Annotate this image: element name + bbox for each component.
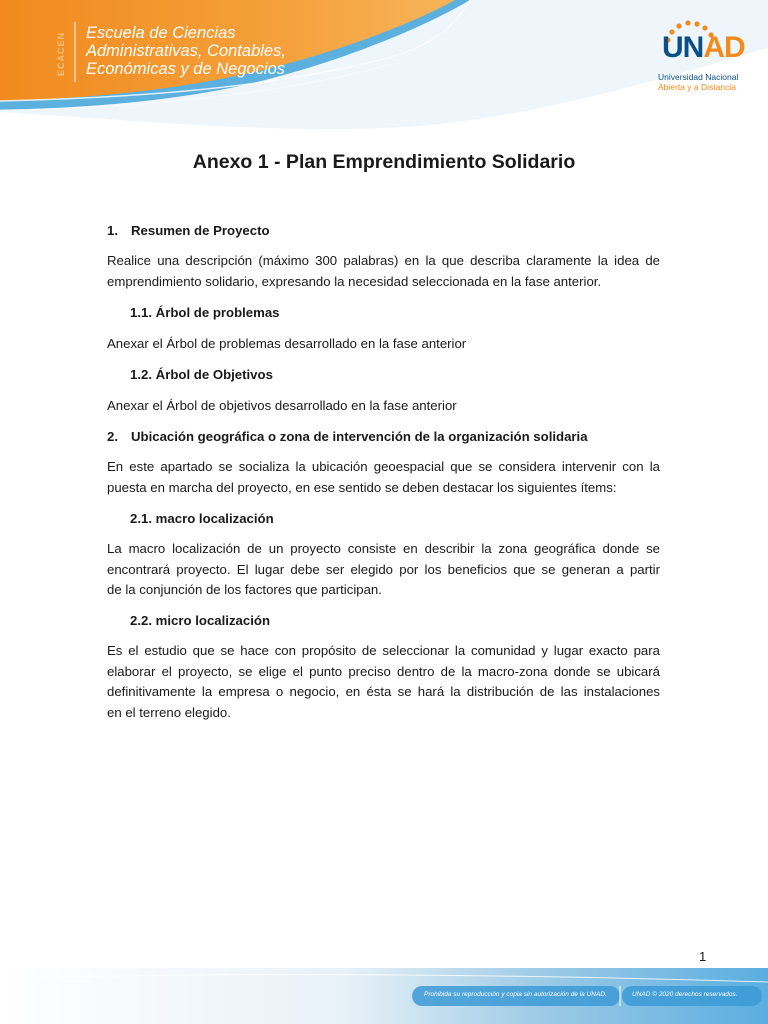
- page-number: 1: [699, 949, 707, 964]
- subsection-heading: [130, 511, 274, 526]
- logo-letter-n: N: [682, 31, 704, 64]
- paragraph-line: encontrará proyecto. El lugar debe ser elegido por los beneficios que se generan a partir: [107, 561, 660, 577]
- paragraph-line: emprendimiento solidario, expresando la necesidad seleccionada en la fase anterior.: [107, 273, 602, 289]
- section-number: 1.: [107, 223, 118, 238]
- footer-rights: UNAD © 2020 derechos reservados.: [632, 991, 738, 998]
- document-title: Anexo 1 - Plan Emprendimiento Solidario: [192, 151, 576, 173]
- paragraph-line: puesta en marcha del proyecto, en ese sentido se deben destacar los siguientes ítems:: [107, 479, 617, 495]
- paragraph: [107, 334, 660, 355]
- paragraph: [107, 251, 660, 292]
- paragraph: [107, 539, 660, 601]
- section-heading: [107, 223, 270, 238]
- paragraph-line: En este apartado se socializa la ubicación geoespacial que se considera intervenir con la: [107, 459, 660, 474]
- paragraph: [107, 641, 660, 723]
- paragraph-line: Realice una descripción (máximo 300 palabras) en la que describa claramente la idea de: [107, 253, 660, 268]
- school-tag-text: ECACEN: [56, 31, 67, 77]
- section-heading: [107, 429, 588, 444]
- school-tag: [52, 24, 70, 84]
- section-number: 2.: [107, 429, 118, 444]
- paragraph-line: Es el estudio que se hace con propósito de seleccionar la comunidad y lugar exacto para: [107, 643, 660, 658]
- paragraph-line: definitivamente la empresa o negocio, en ésta se hará la distribución de las instalaciones: [107, 684, 660, 699]
- subsection-heading: [130, 305, 280, 320]
- section-heading-text: Árbol de problemas: [155, 305, 280, 320]
- paragraph-line: en el terreno elegido.: [107, 704, 231, 720]
- paragraph: [107, 396, 660, 417]
- unad-logo: [658, 18, 748, 90]
- header-banner: [0, 0, 768, 140]
- paragraph-line: La macro localización de un proyecto consiste en describir la zona geográfica donde se: [107, 541, 660, 556]
- paragraph-line: Anexar el Árbol de objetivos desarrollado en la fase anterior: [107, 398, 457, 413]
- school-name-line: Económicas y de Negocios: [86, 60, 286, 78]
- section-heading-text: Árbol de Objetivos: [155, 367, 273, 382]
- school-name-line: Administrativas, Contables,: [86, 42, 286, 60]
- section-number: 1.2.: [130, 367, 152, 382]
- section-number: 2.2.: [130, 613, 152, 628]
- footer-copyright-notice: Prohibida su reproducción y copia sin autorización de la UNAD.: [424, 991, 607, 998]
- logo-letters-ad: AD: [703, 31, 745, 64]
- logo-subtitle-2: Abierta y a Distancia: [658, 82, 736, 92]
- paragraph-line: de la conjunción de los factores que participan.: [107, 582, 382, 597]
- logo-subtitle-1: Universidad Nacional: [658, 72, 739, 82]
- school-name: [86, 24, 286, 78]
- section-number: 1.1.: [130, 305, 152, 320]
- section-heading-text: Resumen de Proyecto: [131, 223, 270, 238]
- section-heading-text: micro localización: [155, 613, 271, 628]
- paragraph: [107, 457, 660, 498]
- section-number: 2.1.: [130, 511, 152, 526]
- subsection-heading: [130, 613, 270, 628]
- subsection-heading: [130, 367, 273, 382]
- section-heading-text: Ubicación geográfica o zona de intervención de la organización solidaria: [131, 429, 588, 444]
- paragraph-line: Anexar el Árbol de problemas desarrollado en la fase anterior: [107, 336, 467, 351]
- section-heading-text: macro localización: [155, 511, 274, 526]
- paragraph-line: elaborar el proyecto, se elige el punto preciso dentro de la macro-zona donde se ubicará: [107, 663, 660, 679]
- logo-letters: [662, 32, 745, 64]
- logo-letter-u: U: [662, 31, 683, 64]
- school-name-line: Escuela de Ciencias: [86, 24, 236, 42]
